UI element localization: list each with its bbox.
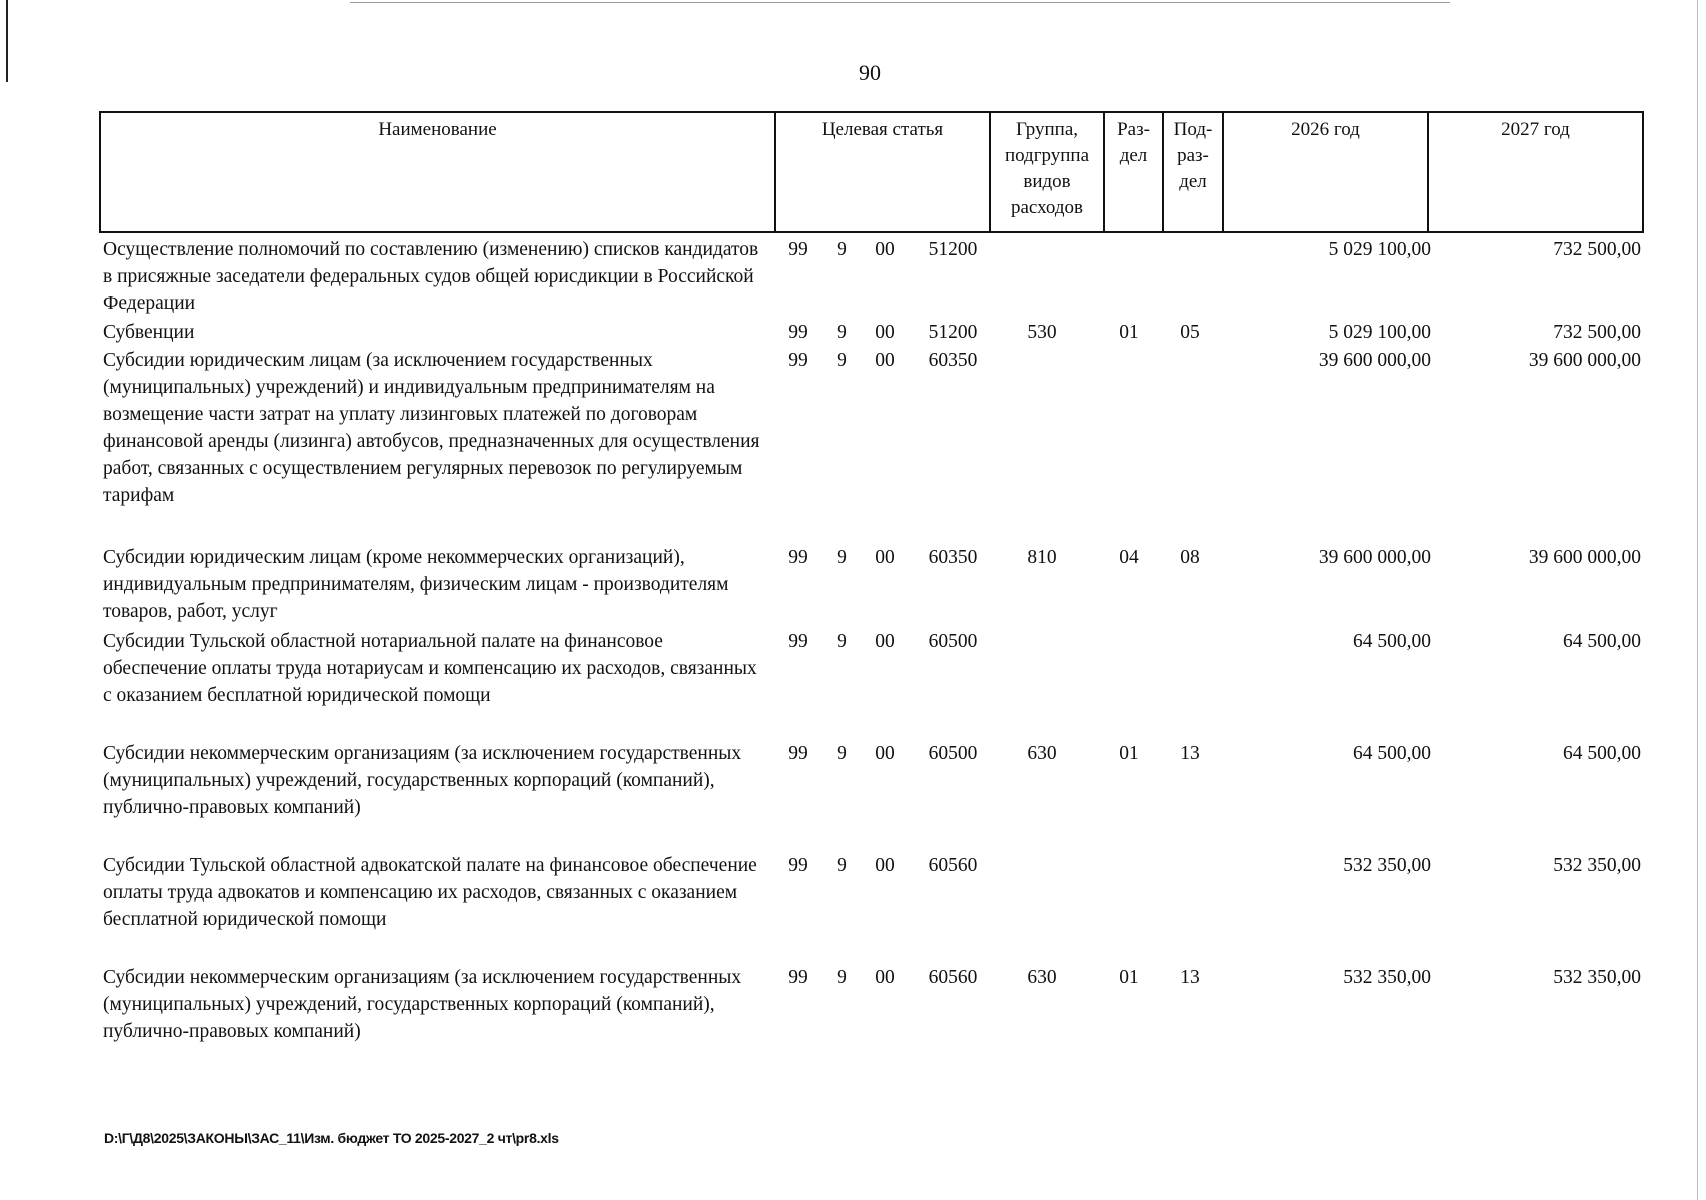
scan-edge-line-right [1697, 0, 1698, 1200]
section-value: 04 [1119, 547, 1139, 568]
column-header-target-article: Целевая статья [774, 113, 989, 231]
row-name: Осуществление полномочий по составлению (изменению) списков кандидатов в присяжные заседатели федеральных судов общей юрисдикции в Российской Федерации [103, 239, 759, 314]
target-article-direction: 60350 [928, 350, 978, 371]
target-article-subprogram: 9 [837, 743, 847, 764]
column-header-subsection: Под- раз- дел [1162, 113, 1222, 231]
amount-2026: 39 600 000,00 [1318, 350, 1431, 371]
page-number: 90 [859, 60, 881, 85]
target-article-direction: 60500 [928, 743, 978, 764]
target-article-event: 00 [875, 967, 895, 988]
row-name: Субсидии юридическим лицам (кроме некоммерческих организаций), индивидуальным предпринимателям, физическим лицам - производителям товаров, работ, услуг [103, 547, 729, 622]
target-article-direction: 51200 [928, 239, 978, 260]
amount-2026: 64 500,00 [1353, 743, 1431, 764]
amount-2027: 532 350,00 [1553, 967, 1641, 988]
target-article-event: 00 [875, 855, 895, 876]
target-article-program: 99 [788, 239, 808, 260]
target-article-subprogram: 9 [837, 631, 847, 652]
amount-2026: 5 029 100,00 [1328, 322, 1431, 343]
target-article-program: 99 [788, 967, 808, 988]
target-article-program: 99 [788, 350, 808, 371]
row-name: Субсидии некоммерческим организациям (за исключением государственных (муниципальных) учреждений, государственных корпораций (компаний), публично-правовых компаний) [103, 743, 742, 818]
target-article-program: 99 [788, 855, 808, 876]
amount-2027: 64 500,00 [1563, 743, 1641, 764]
amount-2027: 732 500,00 [1553, 239, 1641, 260]
column-header-expense-group: Группа, подгруппа видов расходов [989, 113, 1103, 231]
target-article-subprogram: 9 [837, 967, 847, 988]
target-article-subprogram: 9 [837, 350, 847, 371]
expense-group-value: 630 [1027, 967, 1057, 988]
target-article-direction: 60350 [928, 547, 978, 568]
amount-2027: 39 600 000,00 [1528, 350, 1641, 371]
subsection-value: 05 [1180, 322, 1200, 343]
footer-file-path: D:\Г\Д8\2025\ЗАКОНЫ\ЗАС_11\Изм. бюджет ТО 2025-2027_2 чт\pr8.xls [104, 1130, 559, 1146]
row-name: Субсидии некоммерческим организациям (за исключением государственных (муниципальных) учреждений, государственных корпораций (компаний), публично-правовых компаний) [103, 967, 742, 1042]
expense-group-value: 630 [1027, 743, 1057, 764]
row-name: Субсидии Тульской областной адвокатской палате на финансовое обеспечение оплаты труда адвокатов и компенсацию их расходов, связанных с оказанием бесплатной юридической помощи [103, 855, 757, 930]
target-article-event: 00 [875, 743, 895, 764]
target-article-event: 00 [875, 547, 895, 568]
scan-edge-mark [6, 0, 8, 82]
row-name: Субсидии юридическим лицам (за исключением государственных (муниципальных) учреждений) и индивидуальным предпринимателям на возмещение части затрат на уплату лизинговых платежей по договорам финансовой аренды (лизинга) автобусов, предназначенных для осуществления работ, связанных с осуществлением регулярных перевозок по регулируемым тарифам [103, 350, 760, 506]
amount-2027: 39 600 000,00 [1528, 547, 1641, 568]
section-value: 01 [1119, 322, 1139, 343]
column-header-2026: 2026 год [1222, 113, 1427, 231]
table-header [99, 111, 1644, 233]
expense-group-value: 810 [1027, 547, 1057, 568]
row-name: Субсидии Тульской областной нотариальной палате на финансовое обеспечение оплаты труда нотариусам и компенсацию их расходов, связанных с оказанием бесплатной юридической помощи [103, 631, 757, 706]
column-header-section: Раз- дел [1103, 113, 1162, 231]
target-article-program: 99 [788, 631, 808, 652]
target-article-subprogram: 9 [837, 239, 847, 260]
amount-2026: 5 029 100,00 [1328, 239, 1431, 260]
amount-2027: 64 500,00 [1563, 631, 1641, 652]
section-value: 01 [1119, 743, 1139, 764]
target-article-event: 00 [875, 631, 895, 652]
target-article-direction: 60500 [928, 631, 978, 652]
target-article-event: 00 [875, 322, 895, 343]
target-article-event: 00 [875, 239, 895, 260]
amount-2026: 39 600 000,00 [1318, 547, 1431, 568]
target-article-subprogram: 9 [837, 855, 847, 876]
amount-2027: 532 350,00 [1553, 855, 1641, 876]
column-header-2027: 2027 год [1427, 113, 1642, 231]
amount-2027: 732 500,00 [1553, 322, 1641, 343]
amount-2026: 64 500,00 [1353, 631, 1431, 652]
section-value: 01 [1119, 967, 1139, 988]
target-article-direction: 51200 [928, 322, 978, 343]
target-article-program: 99 [788, 547, 808, 568]
target-article-event: 00 [875, 350, 895, 371]
column-header-name: Наименование [378, 119, 497, 140]
target-article-subprogram: 9 [837, 547, 847, 568]
subsection-value: 08 [1180, 547, 1200, 568]
subsection-value: 13 [1180, 967, 1200, 988]
subsection-value: 13 [1180, 743, 1200, 764]
target-article-direction: 60560 [928, 967, 978, 988]
row-name: Субвенции [103, 322, 195, 343]
amount-2026: 532 350,00 [1343, 855, 1431, 876]
amount-2026: 532 350,00 [1343, 967, 1431, 988]
target-article-direction: 60560 [928, 855, 978, 876]
target-article-subprogram: 9 [837, 322, 847, 343]
scan-edge-line [350, 2, 1450, 3]
expense-group-value: 530 [1027, 322, 1057, 343]
target-article-program: 99 [788, 743, 808, 764]
target-article-program: 99 [788, 322, 808, 343]
